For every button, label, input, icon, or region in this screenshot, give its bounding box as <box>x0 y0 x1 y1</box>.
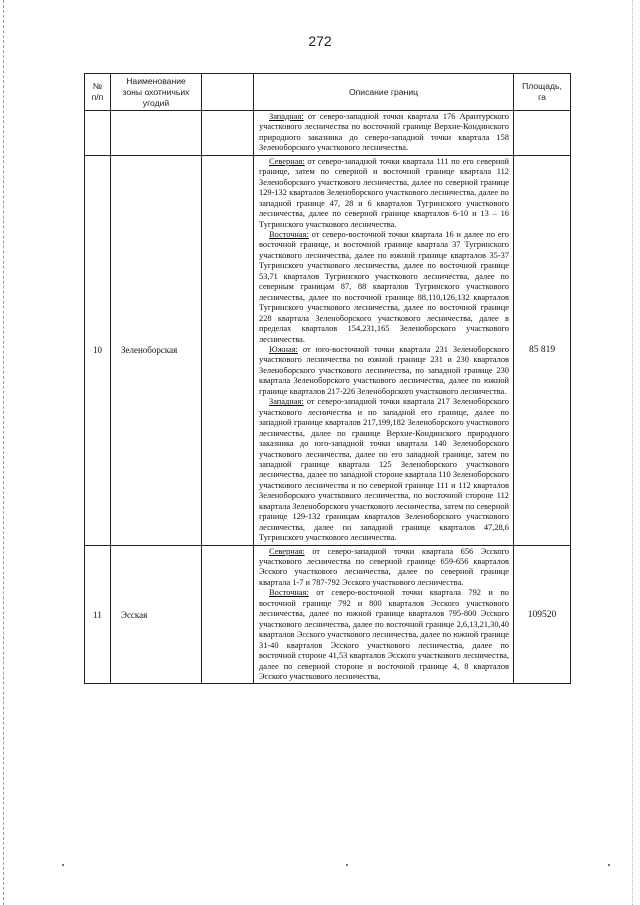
boundary-paragraph <box>259 547 509 589</box>
boundary-direction: Восточная: <box>269 229 309 239</box>
table-header-row <box>85 74 571 111</box>
boundary-text: от северо-западной точки квартала 217 Зеленоборского участкового лесничества и по западной его границе, далее по западной границе кварталов 217,199,182 Зеленоборского участкового лесничества, далее по границе Верхне-Кондинского природного заказника до юго-западной точки квартала 140 Зеленоборского участкового лесничества, далее по его западной границе, затем по западной границе квартала 125 Зеленоборского участкового лесничества, далее по западной стороне квартала 110 Зеленоборского участкового лесничества и по северной границе 111 и 112 кварталов Зеленоборского участкового лесничества, по восточной стороне 112 квартала Зеленоборского участкового лесничества, затем по северной границе 129-132 границам кварталов Зеленоборского участкового лесничества, далее по западной границе кварталов 47,28,6 Тугринского участкового лесничества. <box>259 397 509 543</box>
boundary-paragraph <box>259 397 509 543</box>
boundary-direction: Восточная: <box>269 588 309 598</box>
scan-dot <box>346 864 348 866</box>
table-row <box>85 545 571 684</box>
row-blank-cell <box>202 111 254 156</box>
boundary-text: от северо-западной точки квартала 176 Арантурского участкового лесничества по восточной границе Верхне-Кондинского природного заказника до северо-западной точки квартала 158 Зеленоборского участкового лесничества. <box>259 112 509 153</box>
scan-right-edge <box>632 0 634 905</box>
zone-name: Эсская <box>111 545 202 684</box>
boundary-direction: Южная: <box>269 344 298 354</box>
boundary-paragraph <box>259 588 509 682</box>
boundary-paragraph <box>259 157 509 230</box>
table-row <box>85 155 571 545</box>
header-zone-name: Наименование зоны охотничьих угодий <box>111 74 202 111</box>
table-row <box>85 111 571 156</box>
zone-area: 85 819 <box>514 155 571 545</box>
row-blank-cell <box>202 545 254 684</box>
boundary-text: от северо-восточной точки квартала 792 и по восточной границе 792 и 800 кварталов Эсского участкового лесничества, далее по южной границе кварталов 795-800 Эсского участкового лесничества, далее по восточной границе 2,6,13,21,30,40 кварталов Эсского участкового лесничества, далее по южной границе 31-40 кварталов Эсского участкового лесничества, далее по восточной стороне 41,53 кварталов Эсского участкового лесничества, далее по северной стороне и восточной границе 4, 8 кварталов Эсского участкового лесничества, <box>259 588 509 682</box>
scan-left-edge <box>3 0 5 905</box>
boundary-text: от северо-западной точки квартала 656 Эсского участкового лесничества по северной границе 659-656 кварталов Эсского участкового лесничества, далее по северной границе квартала 1-7 и 787-792 Эсского участкового лесничества. <box>259 546 509 587</box>
header-area: Площадь, га <box>514 74 571 111</box>
row-number: 11 <box>85 545 111 684</box>
row-number: 10 <box>85 155 111 545</box>
boundary-description <box>254 155 514 545</box>
header-blank <box>202 74 254 111</box>
header-description: Описание границ <box>254 74 514 111</box>
zone-name: Зеленоборская <box>111 155 202 545</box>
boundary-text: от северо-восточной точки квартала 16 и далее по его восточной границе, и восточной границе квартала 37 Тугринского участкового лесничества, далее по южной границе кварталов 35-37 Тугринского участкового лесничества, далее по восточной границе 53,71 кварталов Тугринского участкового лесничества, далее по северным границам 87, 88 кварталов Тугринского участкового лесничества, далее по восточной границе 88,110,126,132 кварталов Тугринского участкового лесничества, далее по восточной границе 228 квартала Зеленоборского участкового лесничества, далее в пределах кварталов 154,231,165 Зеленоборского участкового лесничества. <box>259 229 509 344</box>
zone-area: 109520 <box>514 545 571 684</box>
scan-dot <box>608 864 610 866</box>
boundary-text: от юго-восточной точки квартала 231 Зеленоборского участкового лесничества по южной границе 231 и 230 кварталов Зеленоборского участкового лесничества, по западной границе 230 квартала Зеленоборского участкового лесничества, далее по южной границе кварталов 217-226 Зеленоборского участкового лесничества. <box>259 344 509 396</box>
header-number: № п/п <box>85 74 111 111</box>
boundary-paragraph <box>259 112 509 154</box>
boundary-direction: Западная: <box>269 112 304 121</box>
zone-name <box>111 111 202 156</box>
scan-dot <box>62 864 64 866</box>
page-number: 272 <box>308 33 332 49</box>
boundary-direction: Северная: <box>269 546 305 556</box>
zone-area <box>514 111 571 156</box>
boundary-direction: Северная: <box>269 156 305 166</box>
boundary-direction: Западная: <box>269 397 304 407</box>
boundary-description <box>254 545 514 684</box>
boundary-description <box>254 111 514 156</box>
row-blank-cell <box>202 155 254 545</box>
boundary-text: от северо-западной точки квартала 111 по его северной границе, затем по северной и восточной границе квартала 112 Зеленоборского участкового лесничества, далее по северной границе 129-132 кварталов Зеленоборского участкового лесничества, далее по западной границе 47, 28 и 6 кварталов Тугринского участкового лесничества, далее по северной границе кварталов 6-10 и 13 – 16 Тугринского участкового лесничества. <box>259 156 509 229</box>
boundary-paragraph <box>259 345 509 397</box>
boundary-paragraph <box>259 230 509 345</box>
row-number <box>85 111 111 156</box>
hunting-zones-table <box>84 73 571 684</box>
